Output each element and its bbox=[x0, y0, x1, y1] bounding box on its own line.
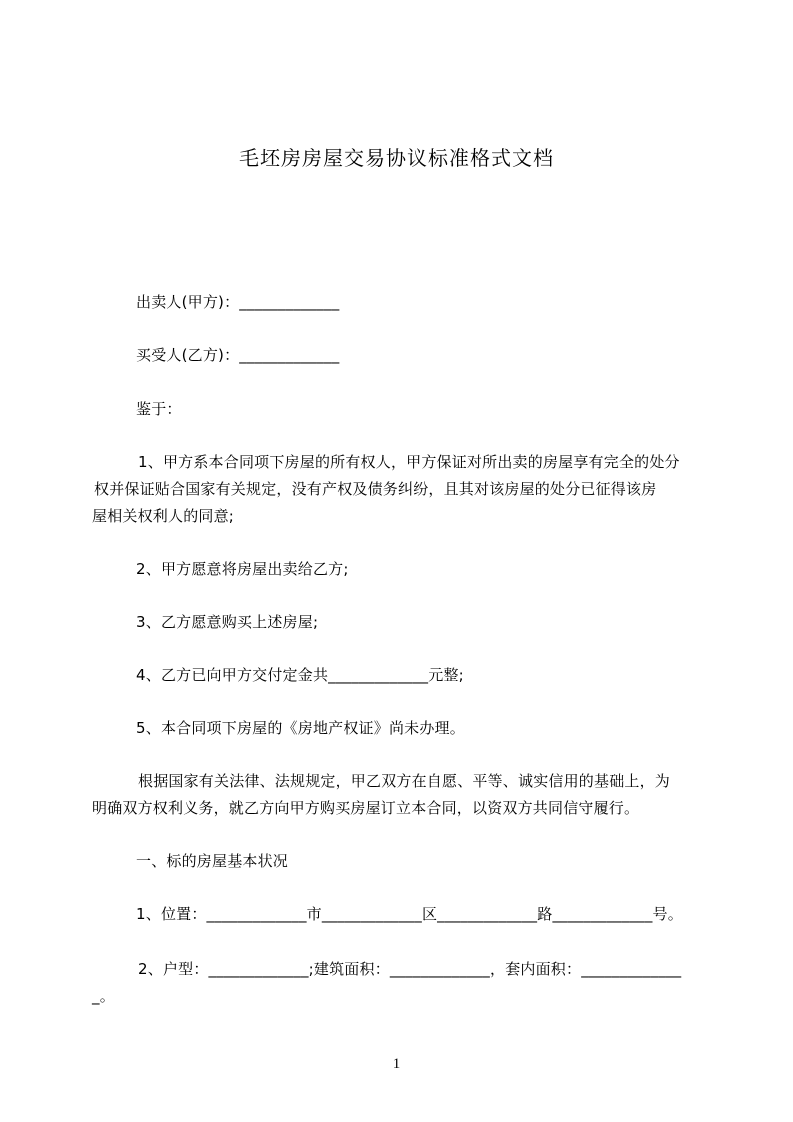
item1-line2: 权并保证贴合国家有关规定，没有产权及债务纠纷，且其对该房屋的处分已征得该房 bbox=[94, 480, 657, 498]
item1-line1: 1、甲方系本合同项下房屋的所有权人，甲方保证对所出卖的房屋享有完全的处分 bbox=[138, 453, 680, 471]
layout-line1: 2、户型：_____________;建筑面积：_____________，套内面积：_____________ bbox=[138, 960, 682, 978]
item5-line: 5、本合同项下房屋的《房地产权证》尚未办理。 bbox=[136, 719, 465, 737]
buyer-line: 买受人(乙方)：_____________ bbox=[136, 346, 340, 364]
section1-heading: 一、标的房屋基本状况 bbox=[136, 852, 289, 870]
basis-line1: 根据国家有关法律、法规规定，甲乙双方在自愿、平等、诚实信用的基础上，为 bbox=[138, 772, 671, 790]
item3-line: 3、乙方愿意购买上述房屋; bbox=[136, 613, 319, 631]
whereas-heading: 鉴于： bbox=[136, 400, 182, 418]
seller-line: 出卖人(甲方)：_____________ bbox=[136, 293, 340, 311]
item1-line3: 屋相关权利人的同意; bbox=[92, 507, 235, 525]
basis-line2: 明确双方权利义务，就乙方向甲方购买房屋订立本合同，以资双方共同信守履行。 bbox=[92, 799, 640, 817]
item4-line: 4、乙方已向甲方交付定金共_____________元整; bbox=[136, 666, 464, 684]
page-number: 1 bbox=[392, 1056, 401, 1072]
item2-line: 2、甲方愿意将房屋出卖给乙方; bbox=[136, 560, 349, 578]
layout-line2: _。 bbox=[92, 987, 115, 1005]
document-title: 毛坯房房屋交易协议标准格式文档 bbox=[239, 146, 554, 170]
location-line: 1、位置：_____________市_____________区_____________路_____________号。 bbox=[136, 905, 683, 923]
